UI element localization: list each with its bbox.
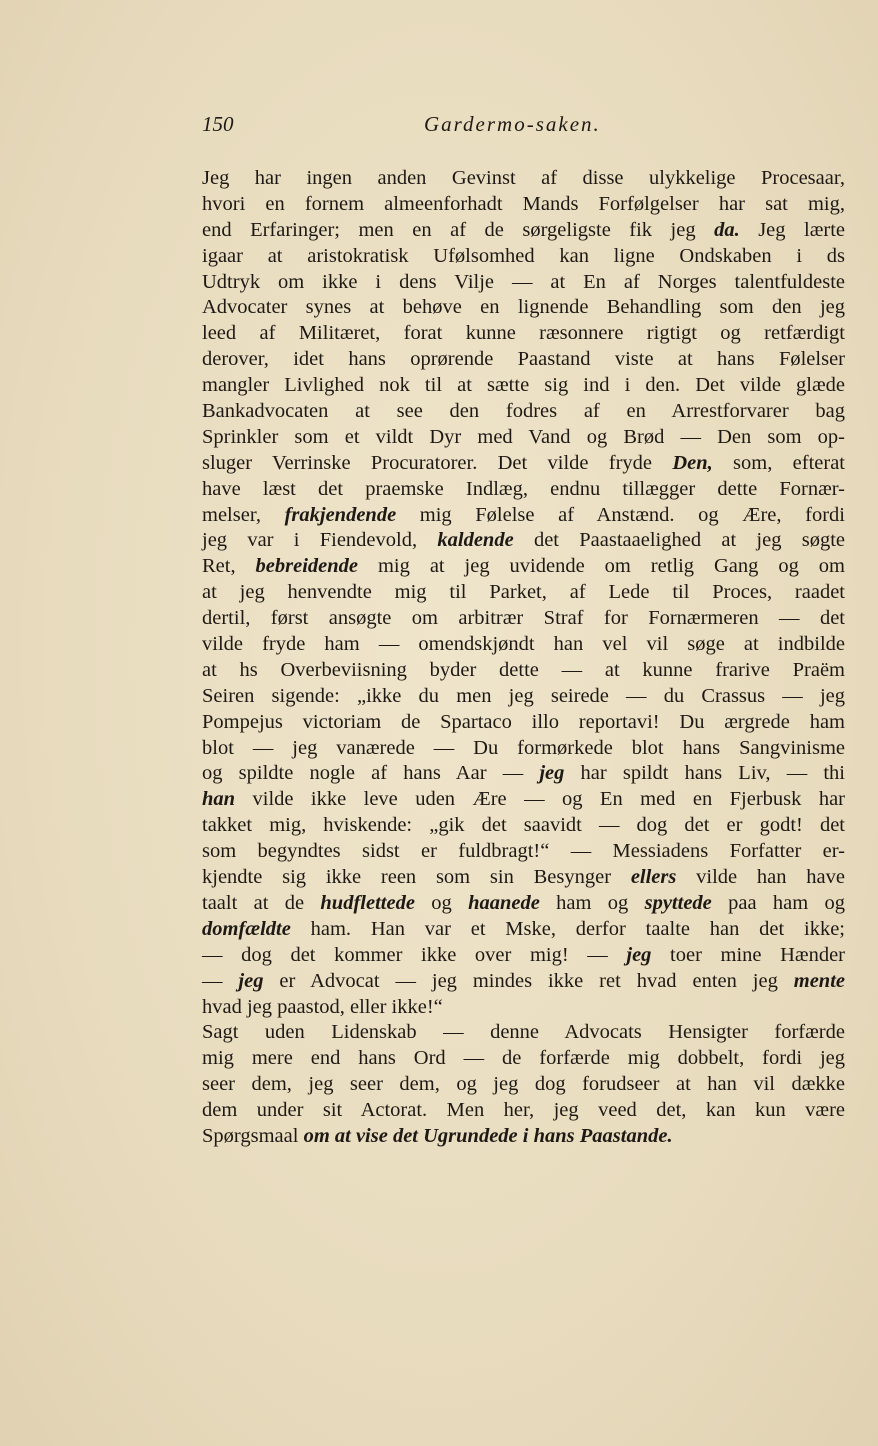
text-line: [202, 477, 845, 503]
text-line: [202, 891, 845, 917]
text-segment: hvad jeg paastod, eller ikke!“: [202, 995, 443, 1018]
text-line: [202, 451, 845, 477]
text-segment: mangler Livlighed nok til at sætte sig ind i den. Det vilde glæde: [202, 374, 845, 397]
emphasized-text: da.: [714, 218, 740, 241]
emphasized-text: han: [202, 788, 236, 811]
text-line: [202, 684, 845, 710]
text-line: [202, 606, 845, 632]
text-line: [202, 244, 845, 270]
text-line: [202, 295, 845, 321]
text-line: [202, 166, 845, 192]
text-segment: —: [202, 969, 239, 992]
running-title: Gardermo-saken.: [424, 112, 601, 136]
text-segment: som begyndtes sidst er fuldbragt!“ — Messiadens Forfatter er-: [202, 840, 845, 863]
text-line: [202, 1124, 845, 1150]
emphasized-text: haanede: [468, 891, 540, 914]
text-segment: at jeg henvendte mig til Parket, af Lede til Proces, raadet: [202, 581, 845, 604]
text-segment: som, efterat: [712, 451, 845, 474]
emphasized-text: ellers: [630, 866, 677, 889]
emphasized-text: bebreidende: [255, 555, 359, 578]
text-line: [202, 658, 845, 684]
text-segment: mig mere end hans Ord — de forfærde mig dobbelt, fordi jeg: [202, 1047, 845, 1070]
emphasized-text: jeg: [626, 943, 652, 966]
text-segment: det Paastaaelighed at jeg søgte: [513, 529, 845, 552]
text-line: [202, 736, 845, 762]
text-segment: Seiren sigende: „ikke du men jeg seirede — du Crassus — jeg: [202, 684, 845, 707]
text-line: [202, 580, 845, 606]
text-line: [202, 787, 845, 813]
text-line: [202, 503, 845, 529]
text-segment: end Erfaringer; men en af de sørgeligste fik jeg: [202, 218, 715, 241]
text-line: [202, 813, 845, 839]
text-segment: melser,: [202, 503, 285, 526]
emphasized-text: hudflettede: [320, 891, 415, 914]
text-segment: derover, idet hans oprørende Paastand viste at hans Følelser: [202, 348, 845, 371]
text-segment: taalt at de: [202, 891, 321, 914]
text-segment: Pompejus victoriam de Spartaco illo reportavi! Du ærgrede ham: [202, 710, 845, 733]
text-line: [202, 1046, 845, 1072]
text-segment: Sprinkler som et vildt Dyr med Vand og Brød — Den som op-: [202, 425, 845, 448]
text-segment: leed af Militæret, forat kunne ræsonnere rigtigt og retfærdigt: [202, 322, 845, 345]
text-segment: og spildte nogle af hans Aar —: [202, 762, 540, 785]
text-segment: dem under sit Actorat. Men her, jeg veed det, kan kun være: [202, 1099, 845, 1122]
text-line: [202, 321, 845, 347]
text-line: [202, 347, 845, 373]
text-segment: sluger Verrinske Procuratorer. Det vilde fryde: [202, 451, 673, 474]
text-segment: Jeg lærte: [739, 218, 845, 241]
text-segment: Advocater synes at behøve en lignende Behandling som den jeg: [202, 296, 845, 319]
text-line: [202, 270, 845, 296]
emphasized-text: spyttede: [644, 891, 712, 914]
emphasized-text: frakjendende: [284, 503, 397, 526]
text-segment: jeg var i Fiendevold,: [202, 529, 438, 552]
text-line: [202, 399, 845, 425]
text-line: [202, 218, 845, 244]
page-number: 150: [202, 112, 234, 136]
text-line: [202, 710, 845, 736]
text-line: [202, 917, 845, 943]
body-text: [202, 166, 845, 1150]
emphasized-text: Den,: [672, 451, 713, 474]
text-segment: vilde ikke leve uden Ære — og En med en Fjerbusk har: [235, 788, 845, 811]
emphasized-text: mente: [793, 969, 845, 992]
text-line: [202, 943, 845, 969]
text-line: [202, 1098, 845, 1124]
text-segment: og: [414, 891, 469, 914]
text-segment: toer mine Hænder: [651, 943, 845, 966]
text-line: [202, 632, 845, 658]
text-segment: paa ham og: [711, 891, 845, 914]
text-segment: Udtryk om ikke i dens Vilje — at En af Norges talentfuldeste: [202, 270, 845, 293]
text-segment: Bankadvocaten at see den fodres af en Arrestforvarer bag: [202, 400, 845, 423]
text-line: [202, 373, 845, 399]
text-segment: er Advocat — jeg mindes ikke ret hvad enten jeg: [263, 969, 794, 992]
text-segment: mig at jeg uvidende om retlig Gang og om: [358, 555, 845, 578]
text-line: [202, 192, 845, 218]
text-line: [202, 865, 845, 891]
text-segment: Spørgsmaal: [202, 1124, 304, 1147]
text-line: [202, 528, 845, 554]
text-segment: dertil, først ansøgte om arbitrær Straf for Fornærmeren — det: [202, 607, 845, 630]
text-segment: vilde fryde ham — omendskjøndt han vel vil søge at indbilde: [202, 633, 845, 656]
text-line: [202, 839, 845, 865]
text-segment: ham og: [539, 891, 645, 914]
emphasized-text: domfældte: [202, 917, 291, 940]
text-segment: kjendte sig ikke reen som sin Besynger: [202, 866, 631, 889]
emphasized-text: jeg: [238, 969, 264, 992]
text-segment: blot — jeg vanærede — Du formørkede blot hans Sangvinisme: [202, 736, 845, 759]
page-header: [202, 112, 848, 142]
text-segment: har spildt hans Liv, — thi: [564, 762, 845, 785]
emphasized-text: jeg: [539, 762, 565, 785]
text-line: [202, 554, 845, 580]
text-segment: takket mig, hviskende: „gik det saavidt — dog det er godt! det: [202, 814, 845, 837]
text-segment: igaar at aristokratisk Ufølsomhed kan ligne Ondskaben i ds: [202, 244, 845, 267]
text-segment: — dog det kommer ikke over mig! —: [202, 943, 627, 966]
text-line: [202, 995, 845, 1021]
text-segment: hvori en fornem almeenforhadt Mands Forfølgelser har sat mig,: [202, 192, 845, 215]
text-line: [202, 1020, 845, 1046]
text-segment: Ret,: [202, 555, 256, 578]
text-segment: Sagt uden Lidenskab — denne Advocats Hensigter forfærde: [202, 1021, 845, 1044]
text-segment: have læst det praemske Indlæg, endnu tillægger dette Fornær-: [202, 477, 845, 500]
text-segment: mig Følelse af Anstænd. og Ære, fordi: [396, 503, 845, 526]
emphasized-text: om at vise det Ugrundede i hans Paastande.: [303, 1124, 673, 1147]
text-line: [202, 425, 845, 451]
text-segment: at hs Overbeviisning byder dette — at kunne frarive Praëm: [202, 658, 845, 681]
text-line: [202, 761, 845, 787]
text-segment: seer dem, jeg seer dem, og jeg dog forudseer at han vil dække: [202, 1073, 845, 1096]
text-segment: ham. Han var et Mske, derfor taalte han det ikke;: [290, 917, 845, 940]
emphasized-text: kaldende: [437, 529, 514, 552]
text-line: [202, 1072, 845, 1098]
text-line: [202, 969, 845, 995]
text-segment: Jeg har ingen anden Gevinst af disse ulykkelige Procesaar,: [202, 167, 845, 189]
text-segment: vilde han have: [676, 866, 845, 889]
